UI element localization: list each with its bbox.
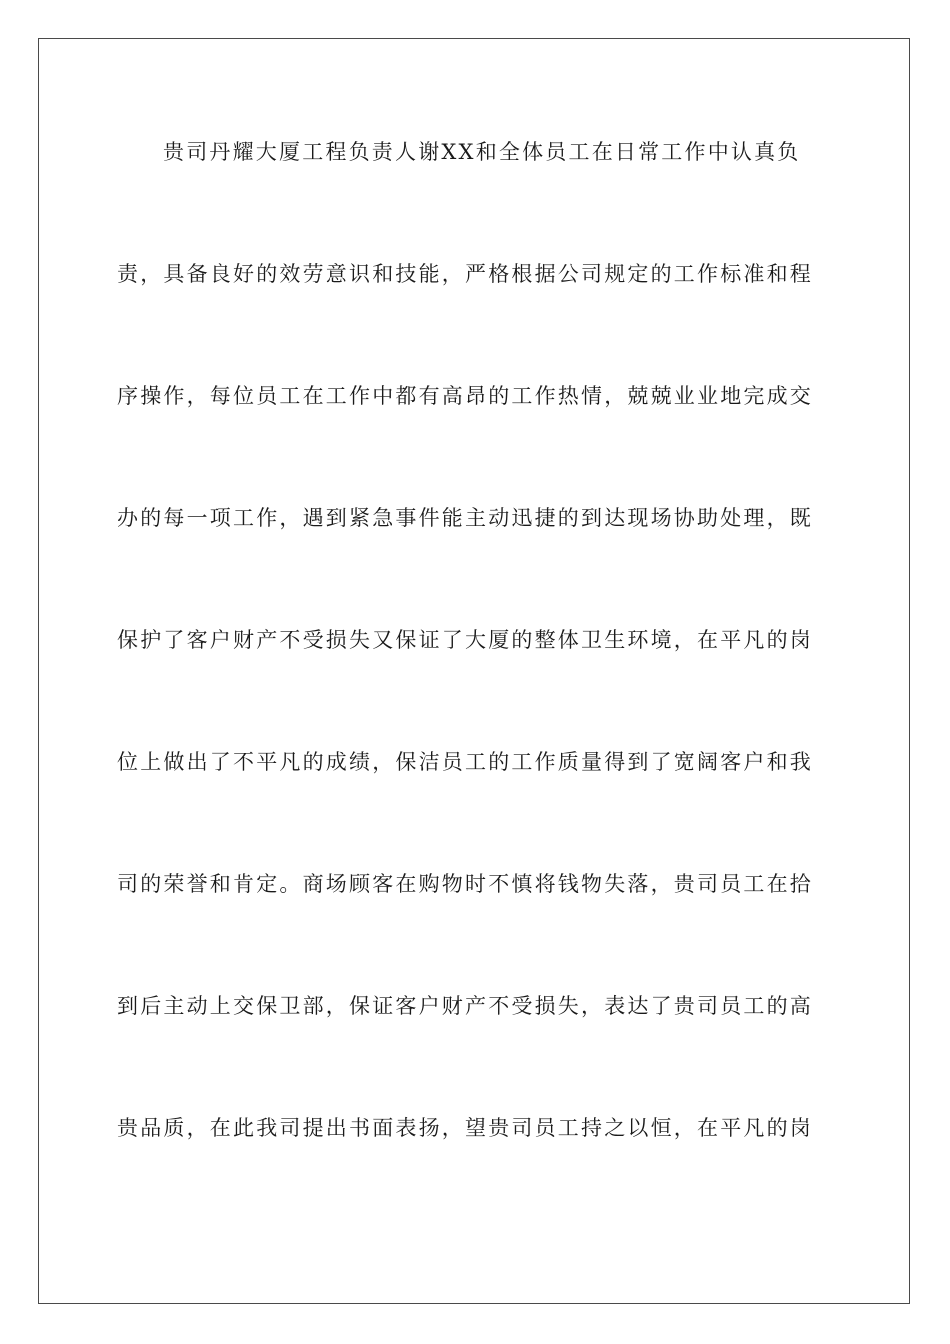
page-border [38, 38, 910, 1304]
paragraph-line-2: 责，具备良好的效劳意识和技能，严格根据公司规定的工作标准和程 [117, 262, 813, 286]
paragraph-line-6: 位上做出了不平凡的成绩，保洁员工的工作质量得到了宽阔客户和我 [117, 750, 813, 774]
paragraph-line-8: 到后主动上交保卫部，保证客户财产不受损失，表达了贵司员工的高 [117, 994, 813, 1018]
paragraph-line-5: 保护了客户财产不受损失又保证了大厦的整体卫生环境，在平凡的岗 [117, 628, 813, 652]
paragraph-line-7: 司的荣誉和肯定。商场顾客在购物时不慎将钱物失落，贵司员工在拾 [117, 872, 813, 896]
paragraph-line-1: 贵司丹耀大厦工程负责人谢XX和全体员工在日常工作中认真负 [163, 140, 801, 164]
paragraph-line-4: 办的每一项工作，遇到紧急事件能主动迅捷的到达现场协助处理，既 [117, 506, 813, 530]
paragraph-line-9: 贵品质，在此我司提出书面表扬，望贵司员工持之以恒，在平凡的岗 [117, 1116, 813, 1140]
paragraph-line-3: 序操作，每位员工在工作中都有高昂的工作热情，兢兢业业地完成交 [117, 384, 813, 408]
